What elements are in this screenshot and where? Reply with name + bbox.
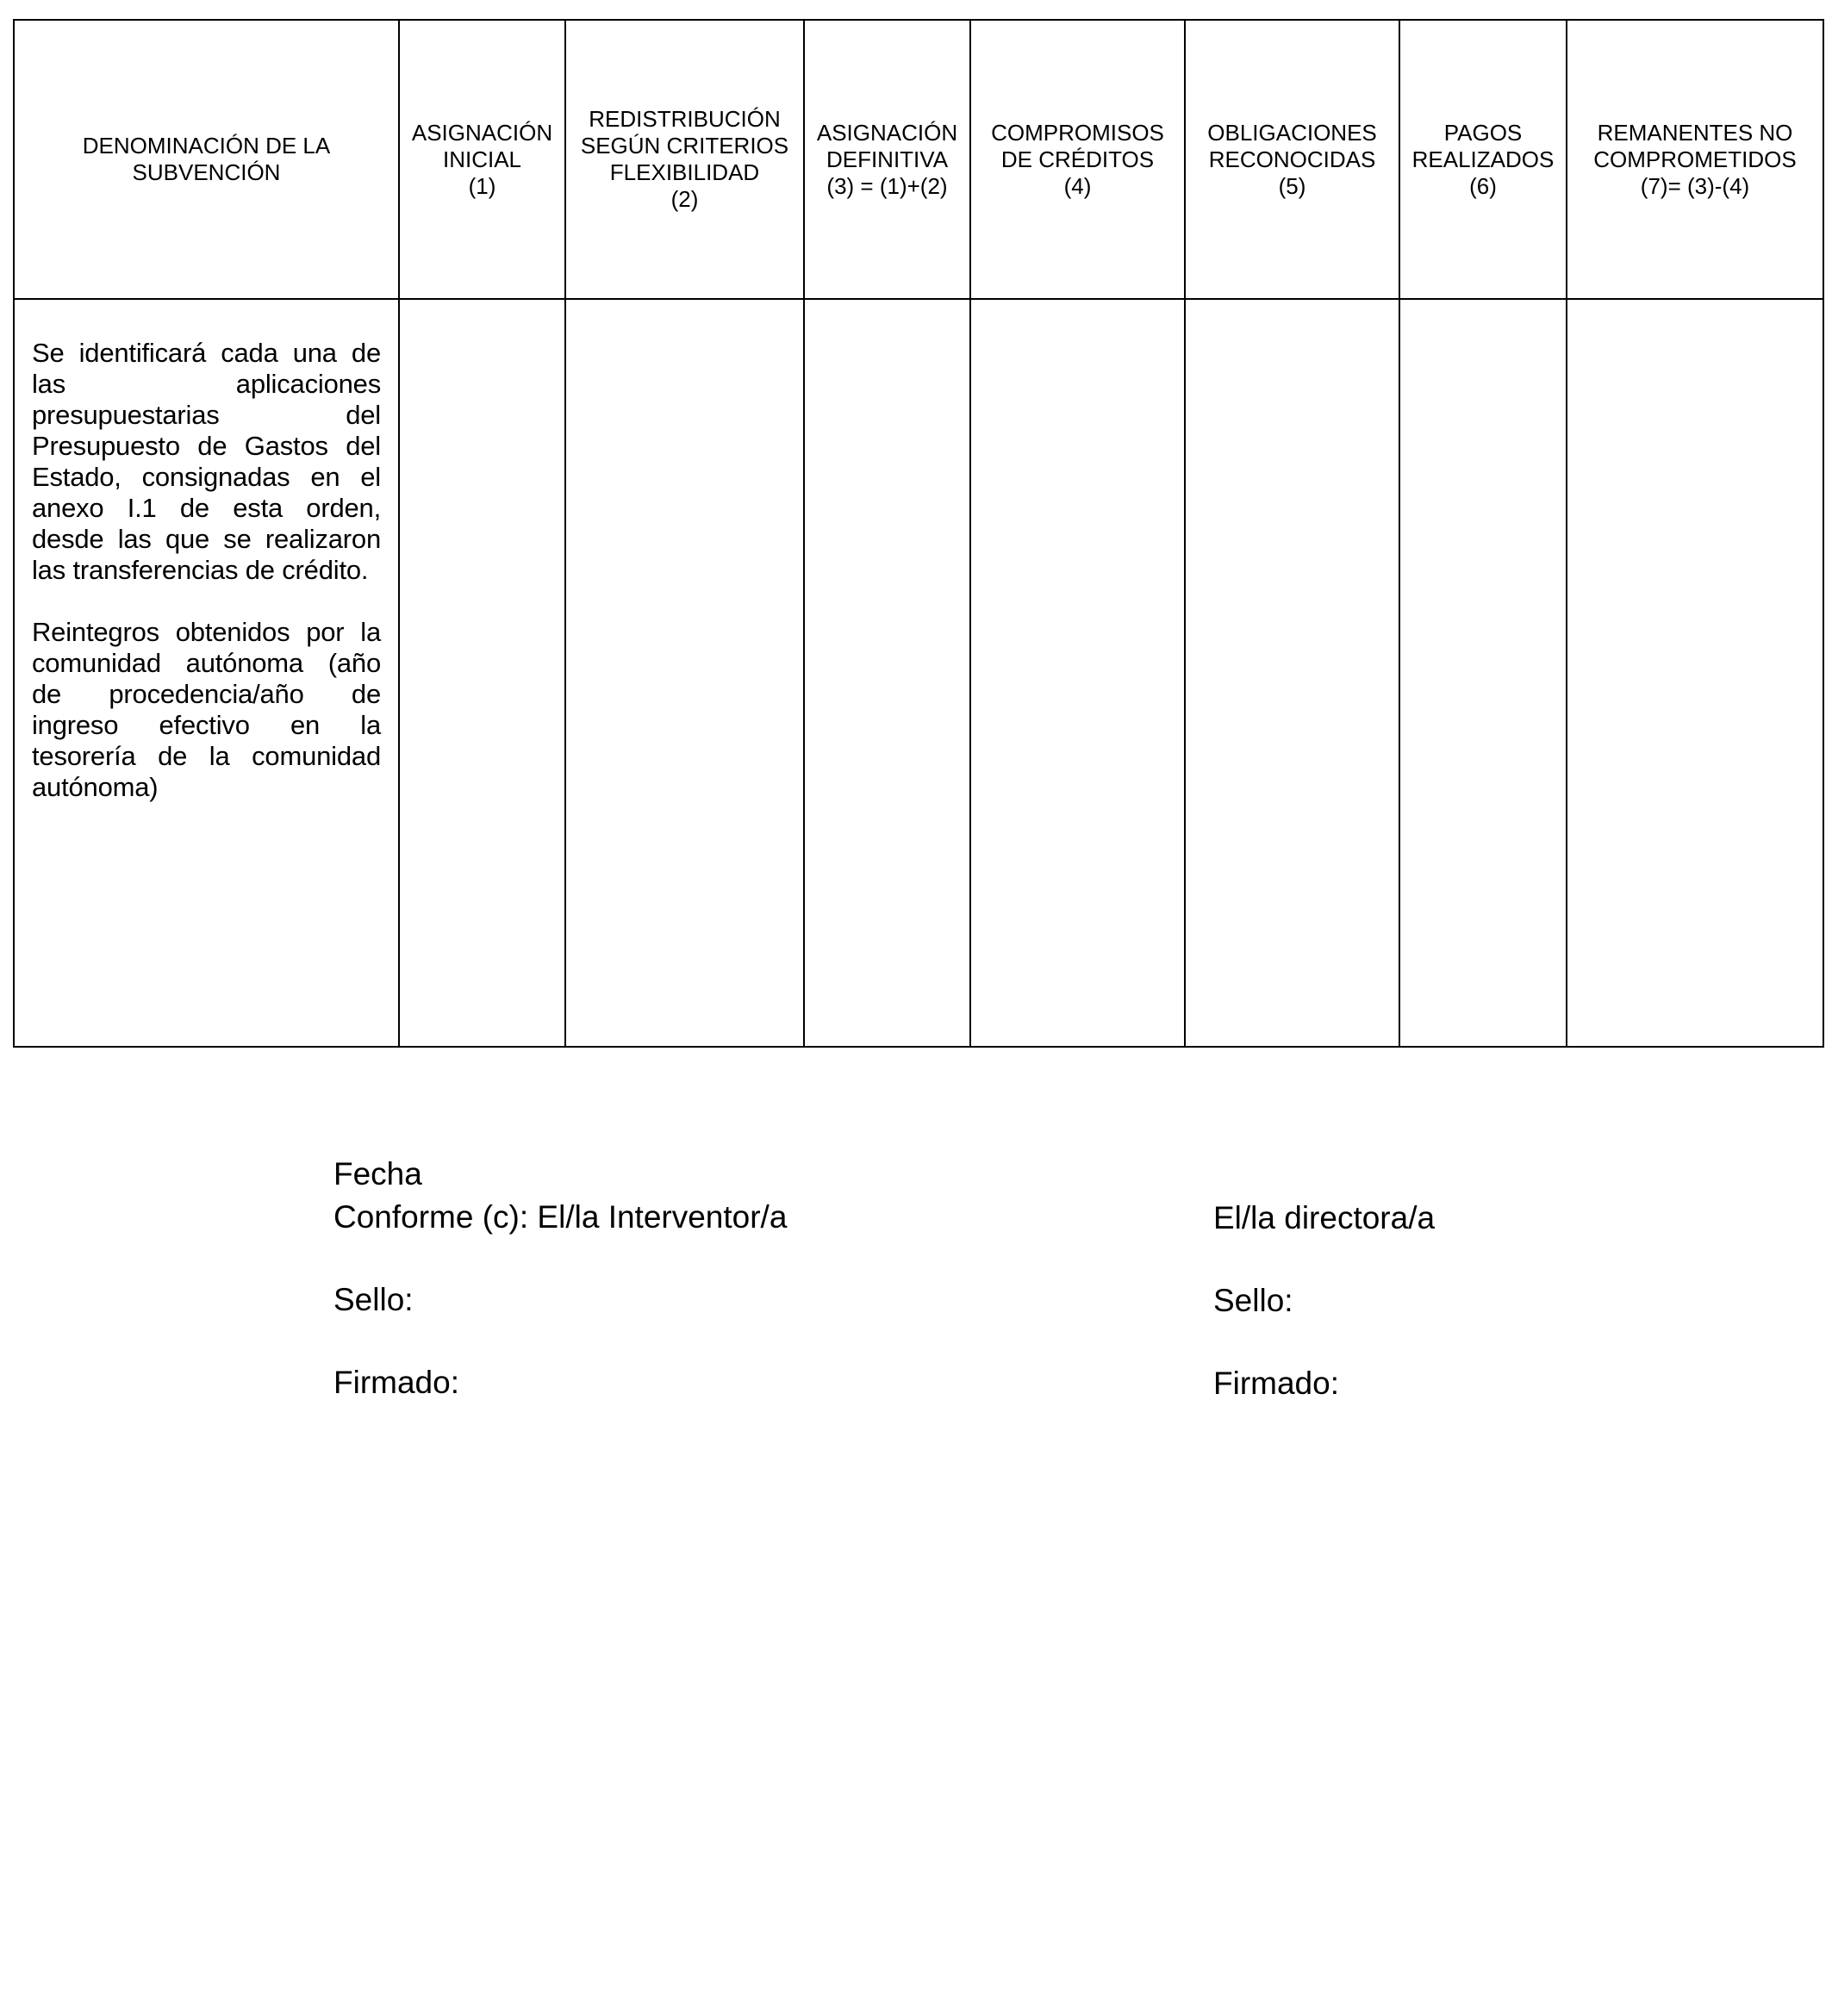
signature-block-directora	[1213, 1197, 1435, 1405]
directora-role: El/la directora/a	[1213, 1200, 1436, 1235]
header-label: REMANENTES NO COMPROMETIDOS (7)= (3)-(4)	[1593, 119, 1797, 199]
header-label: DENOMINACIÓN DE LA SUBVENCIÓN	[82, 133, 331, 185]
header-label: REDISTRIBUCIÓN SEGÚN CRITERIOS FLEXIBILIDAD (2)	[580, 106, 789, 212]
description-paragraph-1: Se identificará cada una de las aplicaciones presupuestarias del Presupuesto de Gastos del Estado, consignadas en el anexo I.1 de esta orden, desde las que se realizaron las transferencias de crédito.	[32, 338, 381, 585]
interventor-firmado: Firmado:	[333, 1365, 459, 1400]
header-label: PAGOS REALIZADOS (6)	[1411, 119, 1555, 199]
cell-asignacion-definitiva	[804, 299, 970, 1047]
cell-asignacion-inicial	[399, 299, 565, 1047]
fecha-label: Fecha	[333, 1156, 422, 1192]
cell-remanentes	[1567, 299, 1823, 1047]
header-pagos	[1399, 20, 1567, 299]
interventor-sello: Sello:	[333, 1282, 414, 1317]
cell-redistribucion	[565, 299, 804, 1047]
cell-compromisos	[970, 299, 1185, 1047]
header-denominacion	[14, 20, 399, 299]
header-asignacion-definitiva	[804, 20, 970, 299]
header-label: ASIGNACIÓN DEFINITIVA (3) = (1)+(2)	[816, 119, 958, 199]
cell-obligaciones	[1185, 299, 1399, 1047]
header-label: ASIGNACIÓN INICIAL (1)	[411, 119, 553, 199]
header-label: COMPROMISOS DE CRÉDITOS (4)	[991, 119, 1164, 199]
table-header-row	[14, 20, 1823, 299]
header-redistribucion	[565, 20, 804, 299]
header-label: OBLIGACIONES RECONOCIDAS (5)	[1207, 119, 1377, 199]
subsidy-table	[13, 19, 1824, 1048]
header-compromisos	[970, 20, 1185, 299]
description-cell	[14, 299, 399, 1047]
description-text	[15, 300, 398, 803]
table-row	[14, 299, 1823, 1047]
header-remanentes	[1567, 20, 1823, 299]
directora-sello: Sello:	[1213, 1283, 1293, 1318]
signature-block-interventor	[333, 1153, 787, 1404]
cell-pagos	[1399, 299, 1567, 1047]
description-paragraph-2: Reintegros obtenidos por la comunidad autónoma (año de procedencia/año de ingreso efectivo en la tesorería de la comunidad autónoma)	[32, 617, 381, 802]
interventor-role: Conforme (c): El/la Interventor/a	[333, 1199, 788, 1235]
header-obligaciones	[1185, 20, 1399, 299]
header-asignacion-inicial	[399, 20, 565, 299]
directora-firmado: Firmado:	[1213, 1366, 1339, 1401]
